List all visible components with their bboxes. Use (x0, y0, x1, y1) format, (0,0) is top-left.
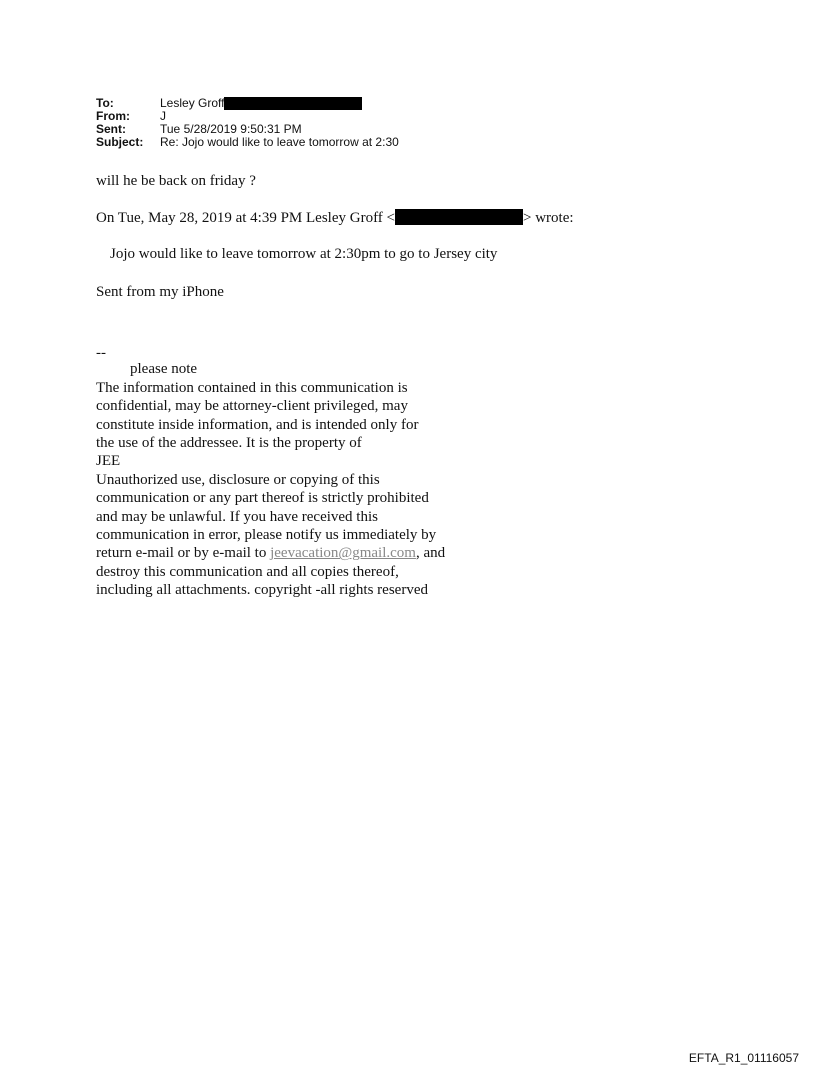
disclaimer-line: the use of the addressee. It is the property of (96, 435, 362, 452)
to-value: Lesley Groff (160, 96, 225, 110)
disclaimer (96, 345, 446, 600)
quote-intro (96, 209, 574, 227)
line-prefix: return e-mail or by e-mail to (96, 545, 271, 562)
disclaimer-line: Unauthorized use, disclosure or copying of this (96, 471, 380, 488)
signature: Sent from my iPhone (96, 284, 224, 300)
reply-text: will he be back on friday ? (96, 173, 256, 189)
disclaimer-line: JEE (96, 453, 121, 470)
quote-intro-suffix: > wrote: (523, 210, 574, 226)
redaction-box (395, 209, 523, 225)
disclaimer-line: and may be unlawful. If you have received this (96, 508, 378, 525)
separator: -- (96, 345, 106, 361)
redaction-box (224, 97, 362, 110)
disclaimer-line: confidential, may be attorney-client privileged, may (96, 398, 408, 415)
sent-label: Sent: (96, 122, 126, 136)
email-header (96, 97, 399, 149)
document-id: EFTA_R1_01116057 (688, 1051, 799, 1065)
to-label: To: (96, 96, 114, 110)
line-suffix: , and (415, 545, 446, 562)
subject-value: Re: Jojo would like to leave tomorrow at 2:30 (160, 135, 399, 149)
disclaimer-line: communication in error, please notify us immediately by (96, 527, 437, 544)
email-link[interactable]: jeevacation@gmail.com (270, 545, 416, 562)
disclaimer-line: destroy this communication and all copies thereof, (96, 563, 399, 580)
disclaimer-line: communication or any part thereof is strictly prohibited (96, 490, 429, 507)
disclaimer-line: The information contained in this communication is (96, 379, 408, 396)
disclaimer-line (96, 544, 445, 562)
quote-intro-prefix: On Tue, May 28, 2019 at 4:39 PM Lesley Groff < (96, 210, 396, 226)
disclaimer-line: constitute inside information, and is intended only for (96, 416, 419, 433)
from-value: J (160, 109, 166, 123)
subject-row (96, 136, 399, 149)
to-row (96, 97, 399, 110)
please-note: please note (130, 361, 198, 378)
subject-label: Subject: (96, 135, 144, 149)
quoted-message: Jojo would like to leave tomorrow at 2:30pm to go to Jersey city (110, 246, 498, 262)
from-label: From: (96, 109, 130, 123)
disclaimer-line: including all attachments. copyright -all rights reserved (96, 582, 428, 599)
sent-value: Tue 5/28/2019 9:50:31 PM (160, 122, 302, 136)
